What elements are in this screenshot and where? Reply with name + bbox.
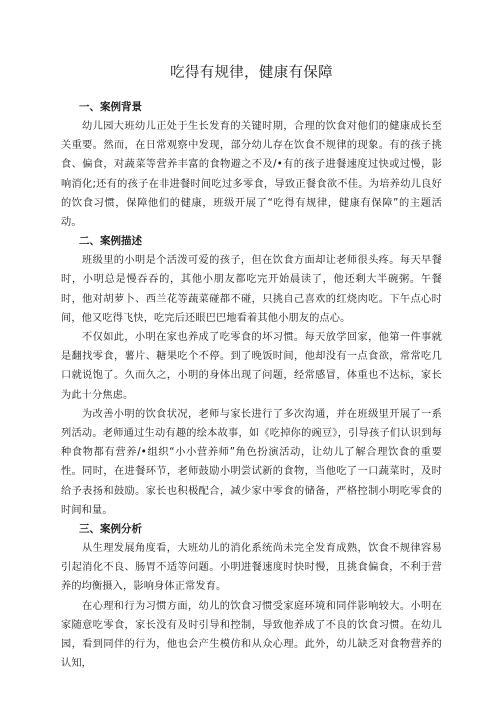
section-background [61, 98, 442, 232]
paragraph: 在心理和行为习惯方面，幼儿的饮食习惯受家庭环境和同伴影响较大。小明在家随意吃零食，家长没有及时引导和控制，导致他养成了不良的饮食习惯。在幼儿园，看到同伴的行为，他也会产生模仿和从众心理。此外，幼儿缺乏对食物营养的认知， [61, 600, 442, 670]
section-analysis [61, 520, 442, 673]
section-heading-background: 一、案例背景 [79, 101, 142, 113]
paragraph: 幼儿园大班幼儿正处于生长发育的关键时期，合理的饮食对他们的健康成长至关重要。然而，在日常观察中发现，部分幼儿存在饮食不规律的现象。有的孩子挑食、偏食，对蔬菜等营养丰富的食物避之不及/•有的孩子进餐速度过快或过慢，影响消化;还有的孩子在非进餐时间吃过多零食，导致正餐食欲不佳。为培养幼儿良好的饮食习惯，保障他们的健康，班级开展了“吃得有规律，健康有保障”的主题活动。 [61, 121, 442, 229]
paragraph: 从生理发展角度看，大班幼儿的消化系统尚未完全发育成熟，饮食不规律容易引起消化不良、肠胃不适等问题。小明进餐速度时快时慢，且挑食偏食，不利于营养的均衡摄入，影响身体正常发育。 [61, 543, 442, 593]
paragraph: 班级里的小明是个活泼可爱的孩子，但在饮食方面却让老师很头疼。每天早餐时，小明总是慢吞吞的，其他小朋友都吃完开始晨读了，他还剩大半碗粥。午餐时，他对胡萝卜、西兰花等蔬菜碰都不碰，只挑自己喜欢的红烧肉吃。下午点心时间，他又吃得飞快，吃完后还眼巴巴地看着其他小朋友的点心。 [61, 255, 442, 324]
section-heading-analysis: 三、案例分析 [79, 523, 142, 536]
document-title: 吃得有规律，健康有保障 [170, 65, 333, 81]
section-description [61, 232, 442, 520]
section-heading-description: 二、案例描述 [79, 235, 142, 248]
paragraph: 为改善小明的饮食状况，老师与家长进行了多次沟通，并在班级里开展了一系列活动。老师通过生动有趣的绘本故事，如《吃掉你的豌豆》，引导孩子们认识到每种食物都有营养/•组织“小小营养师”角色扮演活动，让幼儿了解合理饮食的重要性。同时，在进餐环节，老师鼓励小明尝试新的食物，当他吃了一口蔬菜时，及时给予表扬和鼓励。家长也积极配合，减少家中零食的储备，严格控制小明吃零食的时间和量。 [61, 408, 442, 516]
paragraph: 不仅如此，小明在家也养成了吃零食的坏习惯。每天放学回家，他第一件事就是翻找零食，薯片、糖果吃个不停。到了晚饭时间，他却没有一点食欲，常常吃几口就说饱了。久而久之，小明的身体出现了问题，经常感冒，体重也不达标，家长为此十分焦虑。 [61, 332, 442, 401]
